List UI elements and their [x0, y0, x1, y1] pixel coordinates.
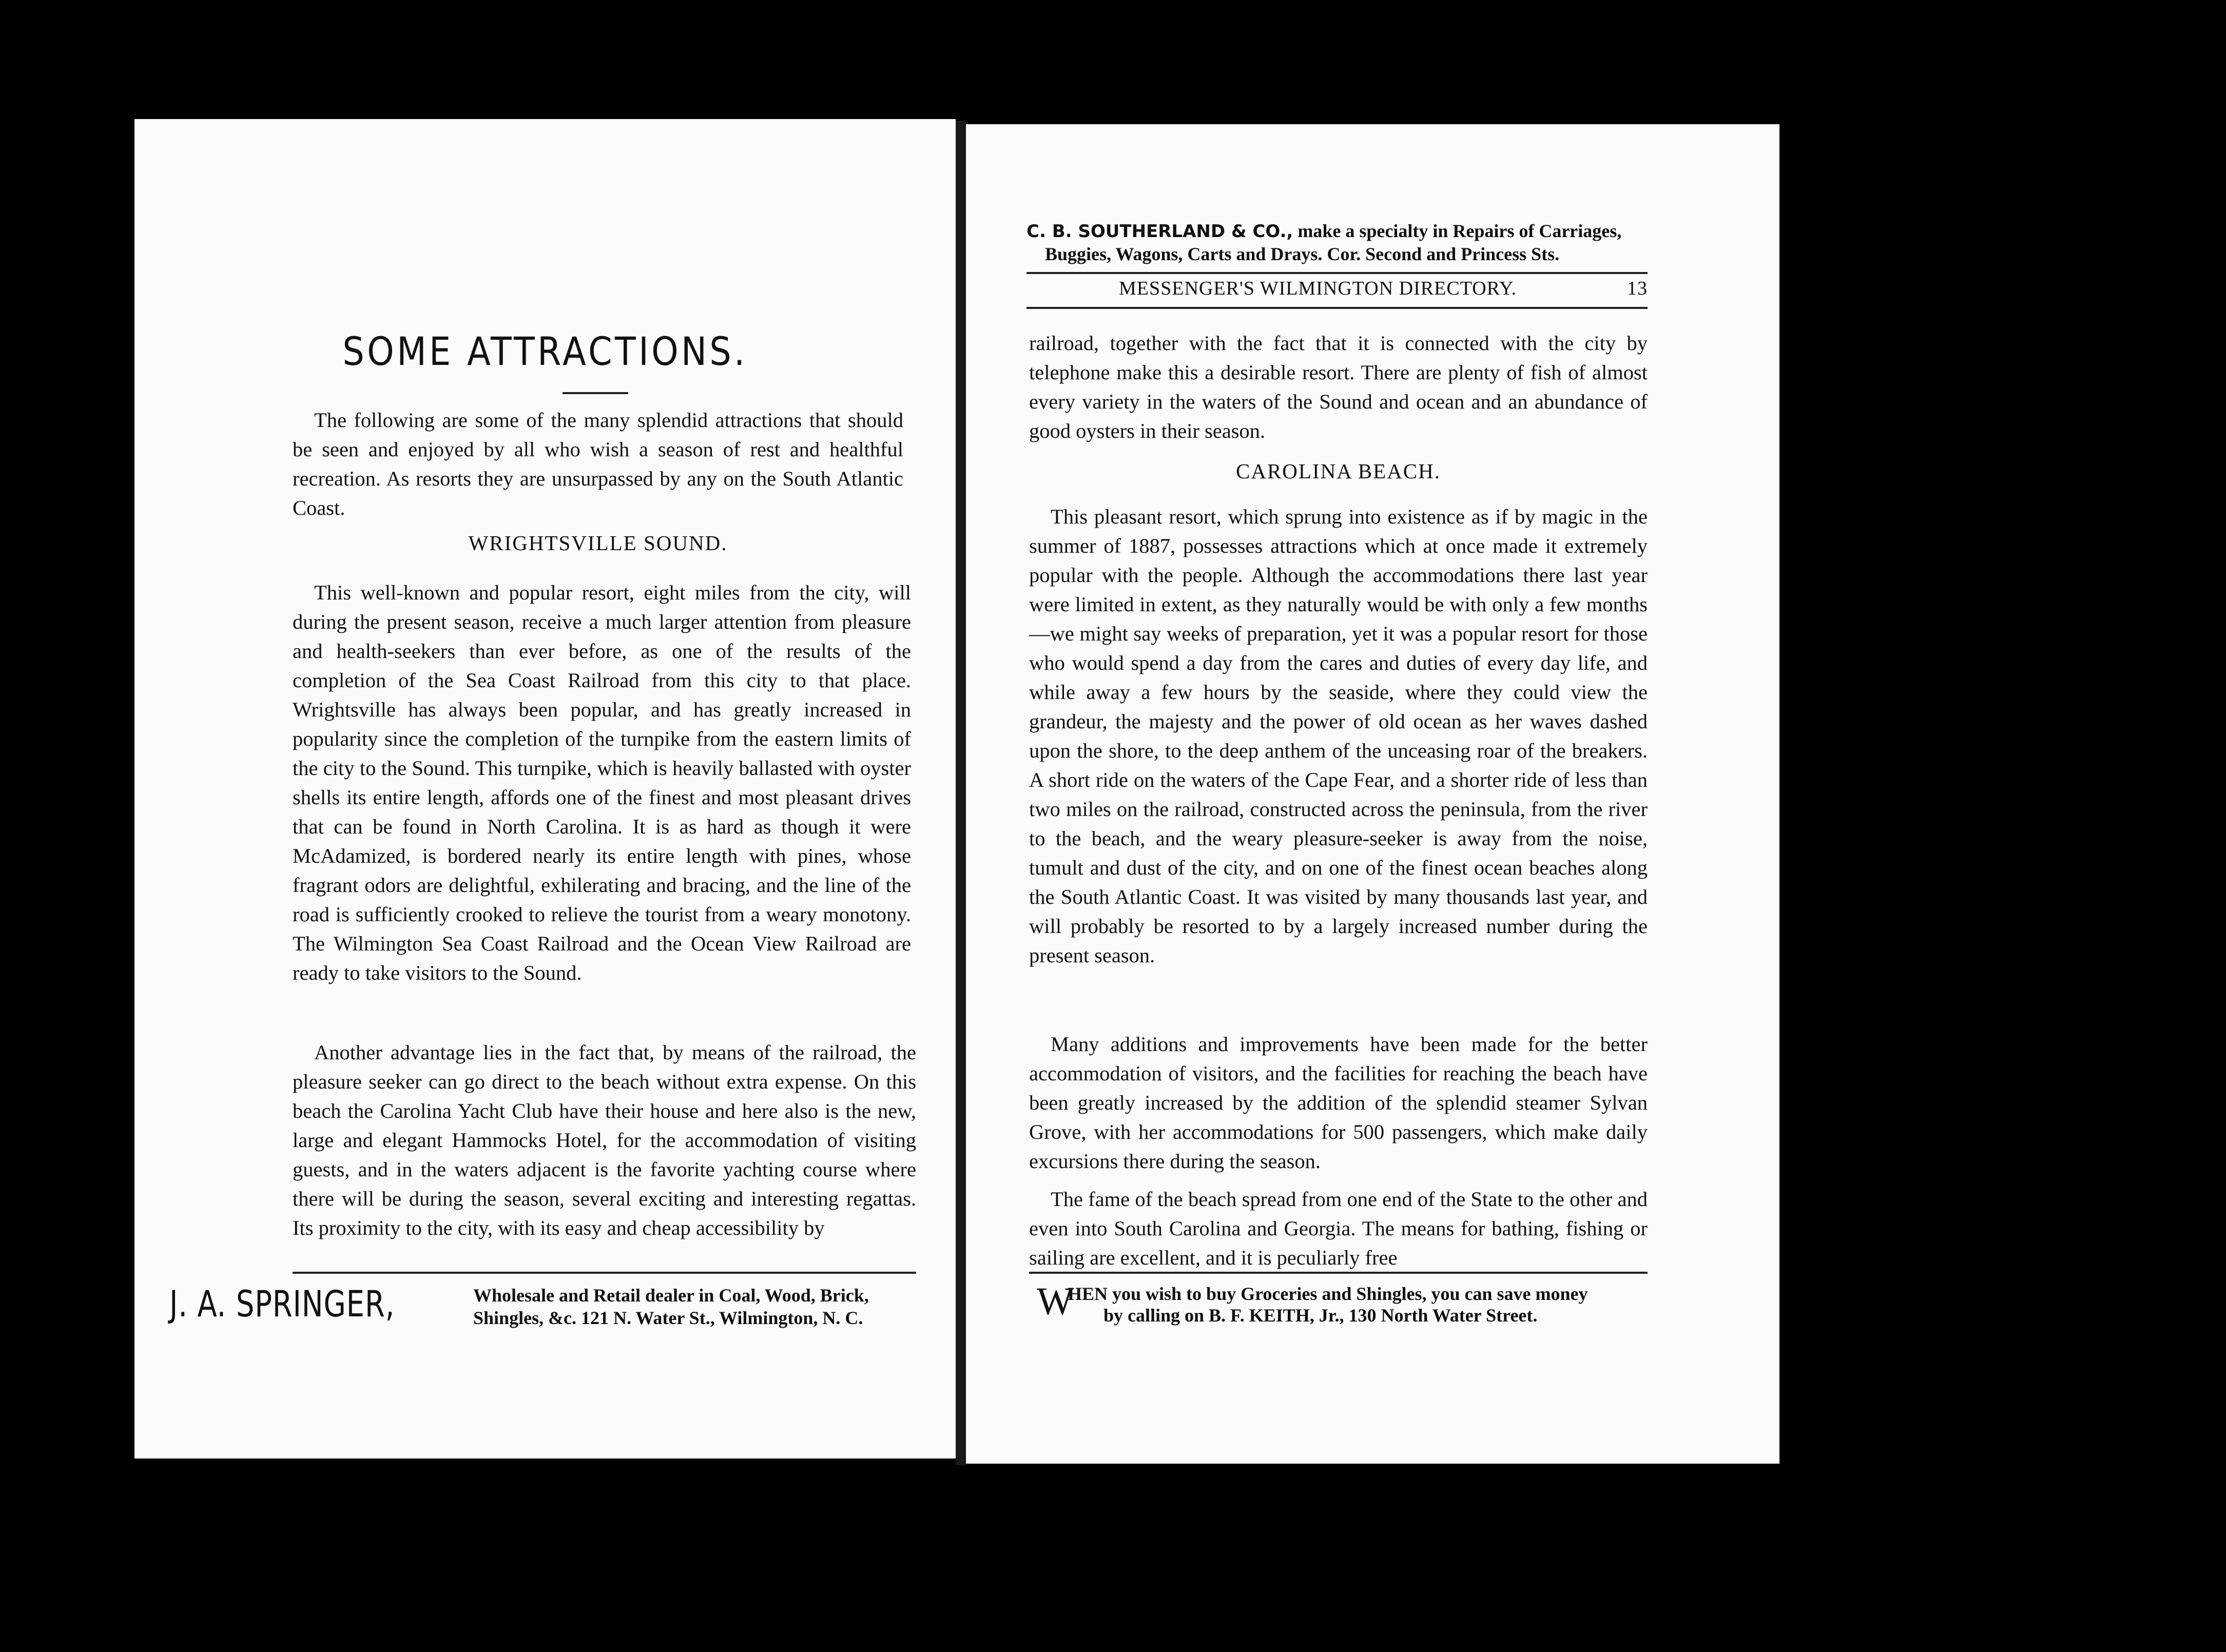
section-heading-carolina-beach: CAROLINA BEACH. [1235, 459, 1441, 483]
title-rule [563, 392, 628, 394]
wrightsville-paragraph-1: This well-known and popular resort, eight miles from the city, will during the present season, receive a much larger attention from pleasure and health-seekers than ever before, as one of the results of the completion of the Sea Coast Railroad from this city to that place. Wrightsville has always been popular, and has greatly increased in popularity since the completion of the turnpike from the eastern limits of the city to the Sound. This turnpike, which is heavily ballasted with oyster shells its entire length, affords one of the finest and most pleasant drives that can be found in North Carolina. It is as hard as though it were McAdamized, is bordered nearly its entire length with pines, whose fragrant odors are delightful, exhilerating and bracing, and the line of the road is sufficiently crooked to relieve the tourist from a weary monotony. The Wilmington Sea Coast Railroad and the Ocean View Railroad are ready to take visitors to the Sound. [293, 581, 911, 984]
southerland-advertisement [1027, 220, 1648, 265]
ad-bottom-text [1068, 1283, 1658, 1326]
page-number: 13 [1627, 278, 1648, 299]
ad-top-line-1-text: make a specialty in Repairs of Carriages, [1293, 221, 1622, 241]
page-title: SOME ATTRACTIONS. [342, 328, 748, 374]
carolina-paragraph-1: This pleasant resort, which sprung into existence as if by magic in the summer of 1887, possesses attractions which at once made it extremely popular with the people. Although the accommodations there last year were limited in extent, as they naturally would be with only a few months—we might say weeks of preparation, yet it was a popular resort for those who would spend a day from the cares and duties of every day life, and while away a few hours by the seaside, where they could view the grandeur, the majesty and the power of old ocean as her waves dashed upon the shore, to the deep anthem of the unceasing roar of the breakers. A short ride on the waters of the Cape Fear, and a shorter ride of less than two miles on the railroad, constructed across the peninsula, from the river to the beach, and the weary pleasure-seeker is away from the noise, tumult and dust of the city, and on one of the finest ocean beaches along the South Atlantic Coast. It was visited by many thousands last year, and will probably be resorted to by a largely increased number during the present season. [1029, 505, 1648, 967]
continuation-paragraph: railroad, together with the fact that it is connected with the city by telephone make this a desirable resort. There are plenty of fish of almost every variety in the waters of the Sound and ocean and an abundance of good oysters in their season. [1029, 332, 1648, 442]
advertiser-details [473, 1284, 869, 1329]
ad-dropcap: W [1037, 1280, 1074, 1323]
advertiser-name: J. A. SPRINGER, [169, 1283, 395, 1325]
ad-top-line-1 [1027, 220, 1648, 243]
running-head-rule [1027, 307, 1648, 309]
carolina-paragraph-2: Many additions and improvements have been made for the better accommodation of visitors, and the facilities for reaching the beach have been greatly increased by the addition of the splendid steamer Sylvan Grove, with her accommodations for 500 passengers, which make daily excursions there during the season. [1029, 1033, 1648, 1173]
directory-title: MESSENGER'S WILMINGTON DIRECTORY. [1119, 278, 1517, 299]
ad-firm-name: C. B. SOUTHERLAND & CO., [1027, 221, 1293, 242]
ad-divider-bottom [1029, 1272, 1648, 1274]
wrightsville-paragraph-2: Another advantage lies in the fact that, by means of the railroad, the pleasure seeker can go direct to the beach without extra expense. On this beach the Carolina Yacht Club have their house and here also is the new, large and elegant Hammocks Hotel, for the accommodation of visiting guests, and in the waters adjacent is the favorite yachting course where there will be during the season, several exciting and interesting regattas. Its proximity to the city, with its easy and cheap accessibility by [293, 1041, 916, 1239]
book-gutter [956, 121, 966, 1465]
intro-paragraph: The following are some of the many splendid attractions that should be seen and enjoyed by all who wish a season of rest and healthful recreation. As resorts they are unsurpassed by any on the South Atlantic Coast. [293, 409, 903, 519]
carolina-paragraph-3: The fame of the beach spread from one end of the State to the other and even into South Carolina and Georgia. The means for bathing, fishing or sailing are excellent, and it is peculiarly free [1029, 1188, 1648, 1269]
springer-advertisement [169, 1283, 914, 1339]
ad-bottom-line-1: HEN you wish to buy Groceries and Shingles, you can save money [1068, 1284, 1588, 1304]
ad-divider-top [1027, 272, 1648, 274]
section-heading-wrightsville: WRIGHTSVILLE SOUND. [468, 531, 728, 555]
ad-divider-left [293, 1272, 916, 1274]
keith-advertisement [1037, 1280, 1658, 1329]
ad-line-2: Shingles, &c. 121 N. Water St., Wilmington, N. C. [473, 1308, 863, 1328]
ad-top-line-2: Buggies, Wagons, Carts and Drays. Cor. Second and Princess Sts. [1045, 244, 1560, 264]
ad-line-1: Wholesale and Retail dealer in Coal, Wood, Brick, [473, 1285, 869, 1306]
ad-bottom-line-2: by calling on B. F. KEITH, Jr., 130 North Water Street. [1104, 1305, 1538, 1326]
